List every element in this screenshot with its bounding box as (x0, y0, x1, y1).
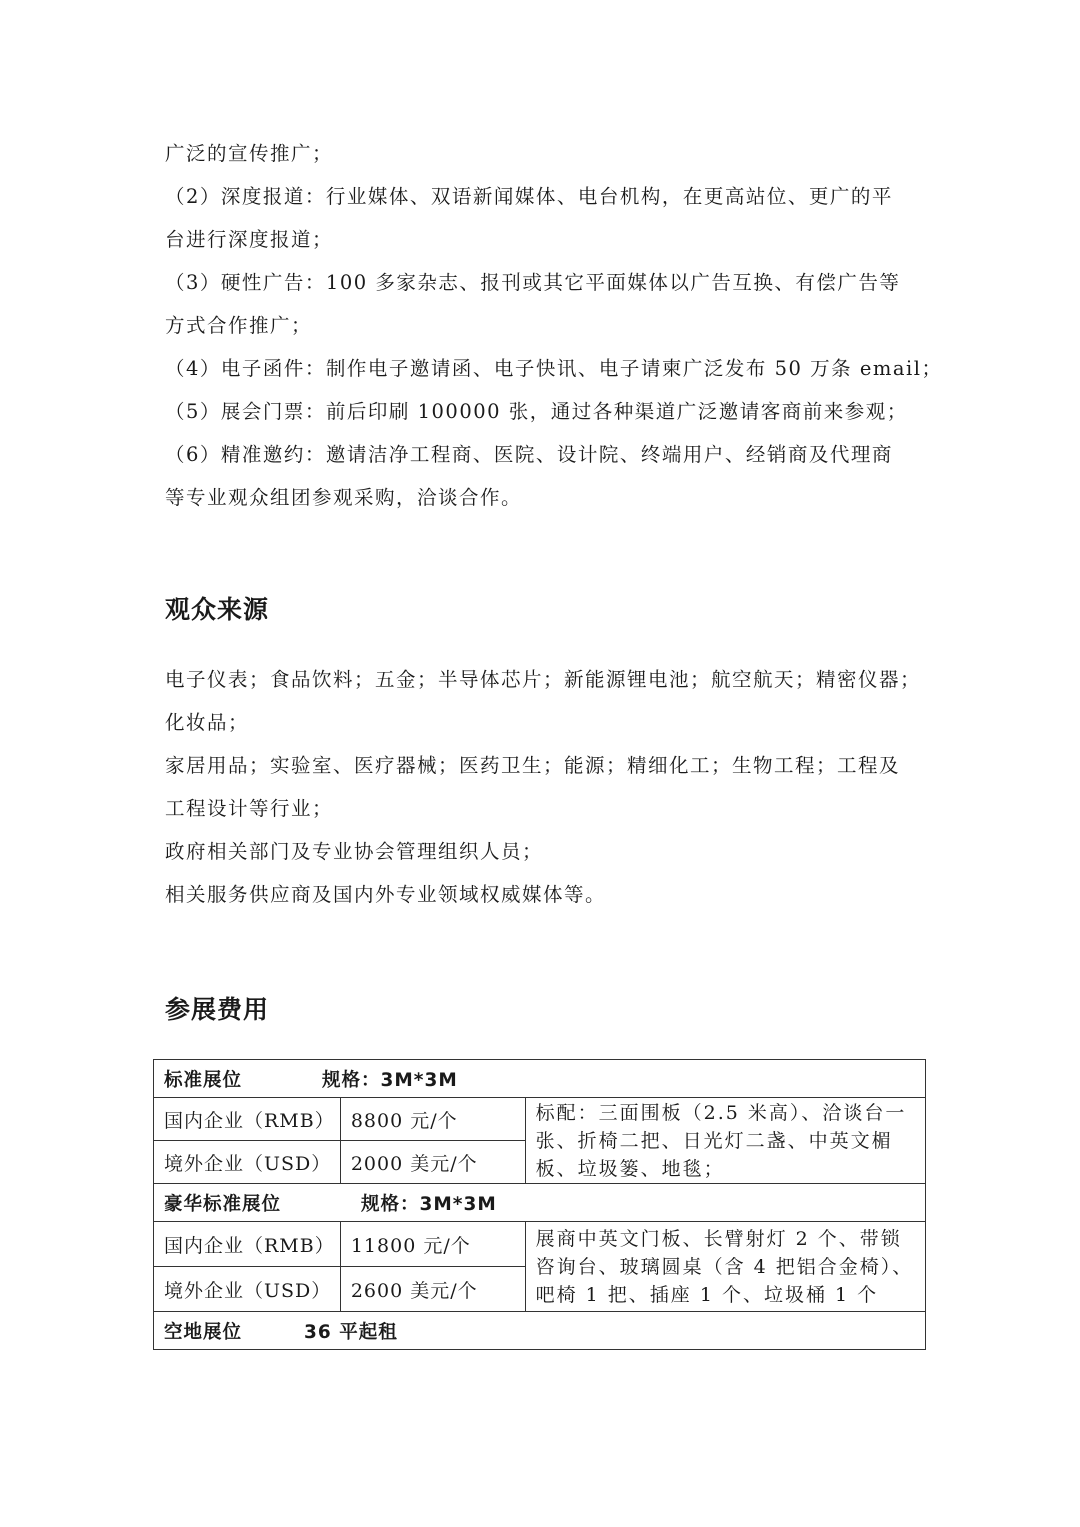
deluxe-booth-header (154, 1184, 926, 1222)
audience-line: 相关服务供应商及国内外专业领域权威媒体等。 (165, 883, 607, 906)
raw-space-name: 空地展位 (164, 1321, 243, 1343)
domestic-price: 8800 元/个 (340, 1098, 525, 1141)
promotion-line: （3）硬性广告：100 多家杂志、报刊或其它平面媒体以广告互换、有偿广告等 (165, 271, 901, 294)
promotion-line: 方式合作推广； (165, 314, 313, 337)
domestic-label: 国内企业（RMB） (154, 1098, 341, 1141)
promotion-line: （2）深度报道：行业媒体、双语新闻媒体、电台机构，在更高站位、更广的平 (165, 185, 893, 208)
standard-booth-spec: 规格：3M*3M (322, 1069, 458, 1091)
audience-line: 工程设计等行业； (165, 797, 334, 820)
raw-space-spec: 36 平起租 (304, 1321, 398, 1343)
standard-booth-header (154, 1060, 926, 1098)
table-section-row (154, 1060, 926, 1098)
deluxe-booth-name: 豪华标准展位 (164, 1193, 282, 1215)
domestic-label: 国内企业（RMB） (154, 1222, 341, 1267)
table-section-row (154, 1312, 926, 1350)
standard-booth-name: 标准展位 (164, 1069, 243, 1091)
table-row (154, 1098, 926, 1141)
raw-space-header (154, 1312, 926, 1350)
promotion-section (165, 132, 943, 519)
promotion-line: （5）展会门票：前后印刷 100000 张，通过各种渠道广泛邀请客商前来参观； (165, 400, 908, 423)
promotion-line: （6）精准邀约：邀请洁净工程商、医院、设计院、终端用户、经销商及代理商 (165, 443, 893, 466)
fees-heading: 参展费用 (165, 995, 270, 1024)
table-row (154, 1222, 926, 1267)
promotion-line: （4）电子函件：制作电子邀请函、电子快讯、电子请柬广泛发布 50 万条 email； (165, 357, 943, 380)
deluxe-booth-description: 展商中英文门板、长臂射灯 2 个、带锁咨询台、玻璃圆桌（含 4 把铝合金椅）、吧椅 1 把、插座 1 个、垃圾桶 1 个 (525, 1222, 925, 1312)
deluxe-booth-spec: 规格：3M*3M (361, 1193, 497, 1215)
fees-table (153, 1059, 926, 1350)
promotion-line: 等专业观众组团参观采购，洽谈合作。 (165, 486, 523, 509)
foreign-label: 境外企业（USD） (154, 1267, 341, 1312)
domestic-price: 11800 元/个 (340, 1222, 525, 1267)
audience-section (165, 658, 925, 916)
foreign-label: 境外企业（USD） (154, 1141, 341, 1184)
audience-line: 电子仪表；食品饮料；五金；半导体芯片；新能源锂电池；航空航天；精密仪器； (165, 668, 922, 691)
promotion-line: 台进行深度报道； (165, 228, 334, 251)
audience-line: 化妆品； (165, 711, 250, 734)
audience-heading: 观众来源 (165, 595, 270, 624)
foreign-price: 2000 美元/个 (340, 1141, 525, 1184)
audience-line: 政府相关部门及专业协会管理组织人员； (165, 840, 544, 863)
table-section-row (154, 1184, 926, 1222)
foreign-price: 2600 美元/个 (340, 1267, 525, 1312)
promotion-line: 广泛的宣传推广； (165, 142, 334, 165)
standard-booth-description: 标配：三面围板（2.5 米高）、洽谈台一张、折椅二把、日光灯二盏、中英文楣板、垃圾篓、地毯； (525, 1098, 925, 1184)
audience-line: 家居用品；实验室、医疗器械；医药卫生；能源；精细化工；生物工程；工程及 (165, 754, 901, 777)
